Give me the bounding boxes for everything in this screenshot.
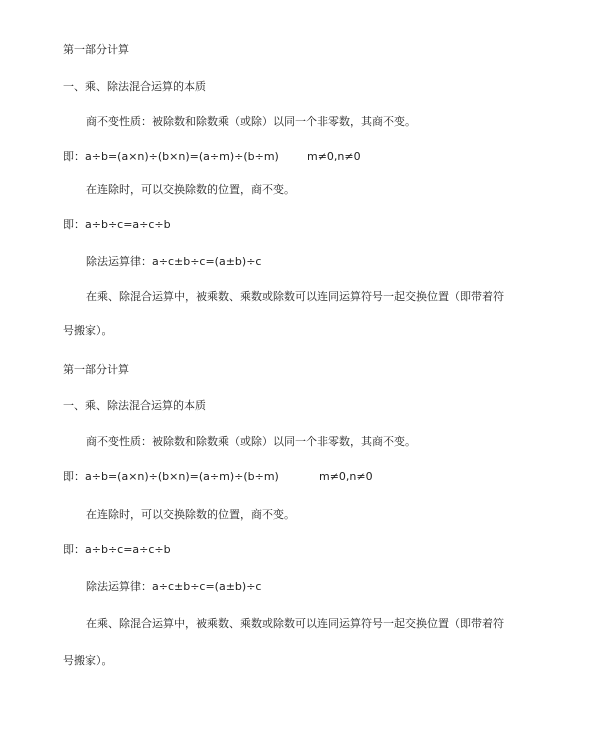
formula-2: 即：a÷b÷c=a÷c÷b bbox=[63, 543, 171, 556]
quotient-invariance-property: 商不变性质：被除数和除数乘（或除）以同一个非零数，其商不变。 bbox=[86, 115, 416, 128]
formula-1: 即：a÷b=(a×n)÷(b×n)=(a÷m)÷(b÷m) bbox=[63, 150, 279, 163]
consecutive-division-rule: 在连除时，可以交换除数的位置，商不变。 bbox=[86, 508, 295, 521]
formula-1: 即：a÷b=(a×n)÷(b×n)=(a÷m)÷(b÷m) bbox=[63, 470, 279, 483]
formula-1-condition: m≠0,n≠0 bbox=[319, 470, 373, 483]
consecutive-division-rule: 在连除时，可以交换除数的位置，商不变。 bbox=[86, 183, 295, 196]
mixed-operation-rule-continued: 号搬家）。 bbox=[63, 324, 113, 337]
formula-2: 即：a÷b÷c=a÷c÷b bbox=[63, 218, 171, 231]
formula-line-1 bbox=[63, 470, 373, 484]
section-title: 第一部分计算 bbox=[63, 43, 129, 56]
division-law: 除法运算律：a÷c±b÷c=(a±b)÷c bbox=[86, 580, 262, 593]
division-law: 除法运算律：a÷c±b÷c=(a±b)÷c bbox=[86, 255, 262, 268]
formula-line-1 bbox=[63, 150, 361, 164]
mixed-operation-rule: 在乘、除混合运算中，被乘数、乘数或除数可以连同运算符号一起交换位置（即带着符 bbox=[86, 617, 504, 630]
mixed-operation-rule-continued: 号搬家）。 bbox=[63, 654, 113, 667]
section-title: 第一部分计算 bbox=[63, 363, 129, 376]
mixed-operation-rule: 在乘、除混合运算中，被乘数、乘数或除数可以连同运算符号一起交换位置（即带着符 bbox=[86, 290, 504, 303]
quotient-invariance-property: 商不变性质：被除数和除数乘（或除）以同一个非零数，其商不变。 bbox=[86, 435, 416, 448]
section-subtitle: 一、乘、除法混合运算的本质 bbox=[63, 399, 206, 412]
formula-1-condition: m≠0,n≠0 bbox=[307, 150, 361, 163]
section-subtitle: 一、乘、除法混合运算的本质 bbox=[63, 80, 206, 93]
